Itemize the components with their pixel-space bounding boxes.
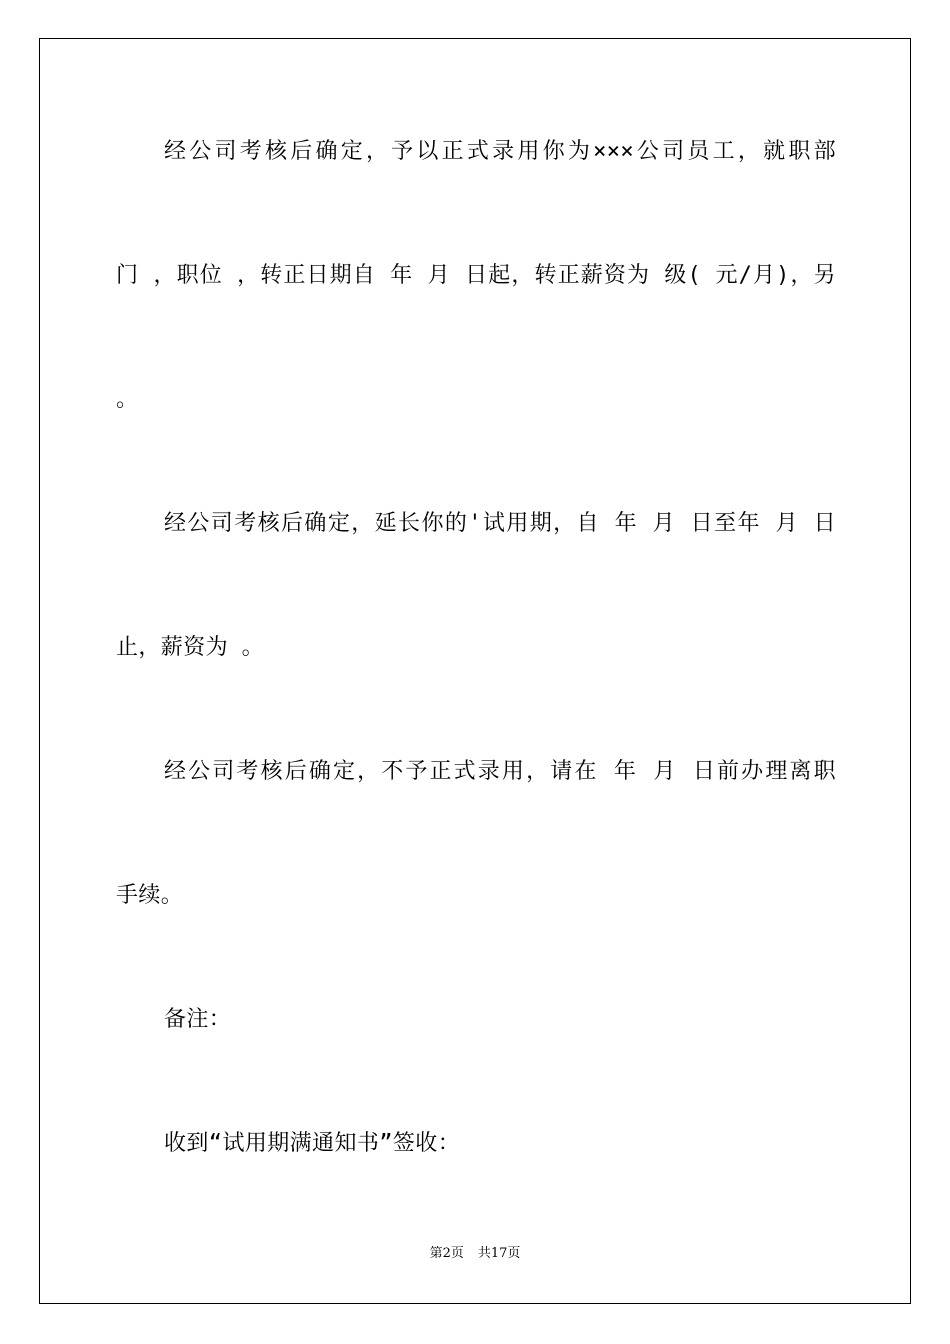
paragraph-extend-line-1: 经公司考核后确定，延长你的'试用期，自 年 月 日至年 月 日 bbox=[164, 511, 836, 536]
paragraph-hire-line-2: 门 ，职位 ，转正日期自 年 月 日起，转正薪资为 级( 元/月)，另 bbox=[116, 263, 836, 288]
paragraph-extend-line-2: 止，薪资为 。 bbox=[116, 635, 265, 660]
receipt-signature-label: 收到“试用期满通知书”签收： bbox=[164, 1131, 461, 1156]
paragraph-hire-line-3: 。 bbox=[116, 387, 139, 412]
page-number-total: 共17页 bbox=[477, 1246, 521, 1261]
remarks-label: 备注： bbox=[164, 1007, 232, 1032]
paragraph-hire-line-1: 经公司考核后确定，予以正式录用你为×××公司员工，就职部 bbox=[164, 139, 836, 164]
page-border bbox=[39, 38, 911, 1304]
paragraph-reject-line-2: 手续。 bbox=[116, 883, 184, 908]
page-number-current: 第2页 bbox=[429, 1246, 464, 1261]
paragraph-reject-line-1: 经公司考核后确定，不予正式录用，请在 年 月 日前办理离职 bbox=[164, 759, 836, 784]
page-footer bbox=[0, 1245, 950, 1263]
